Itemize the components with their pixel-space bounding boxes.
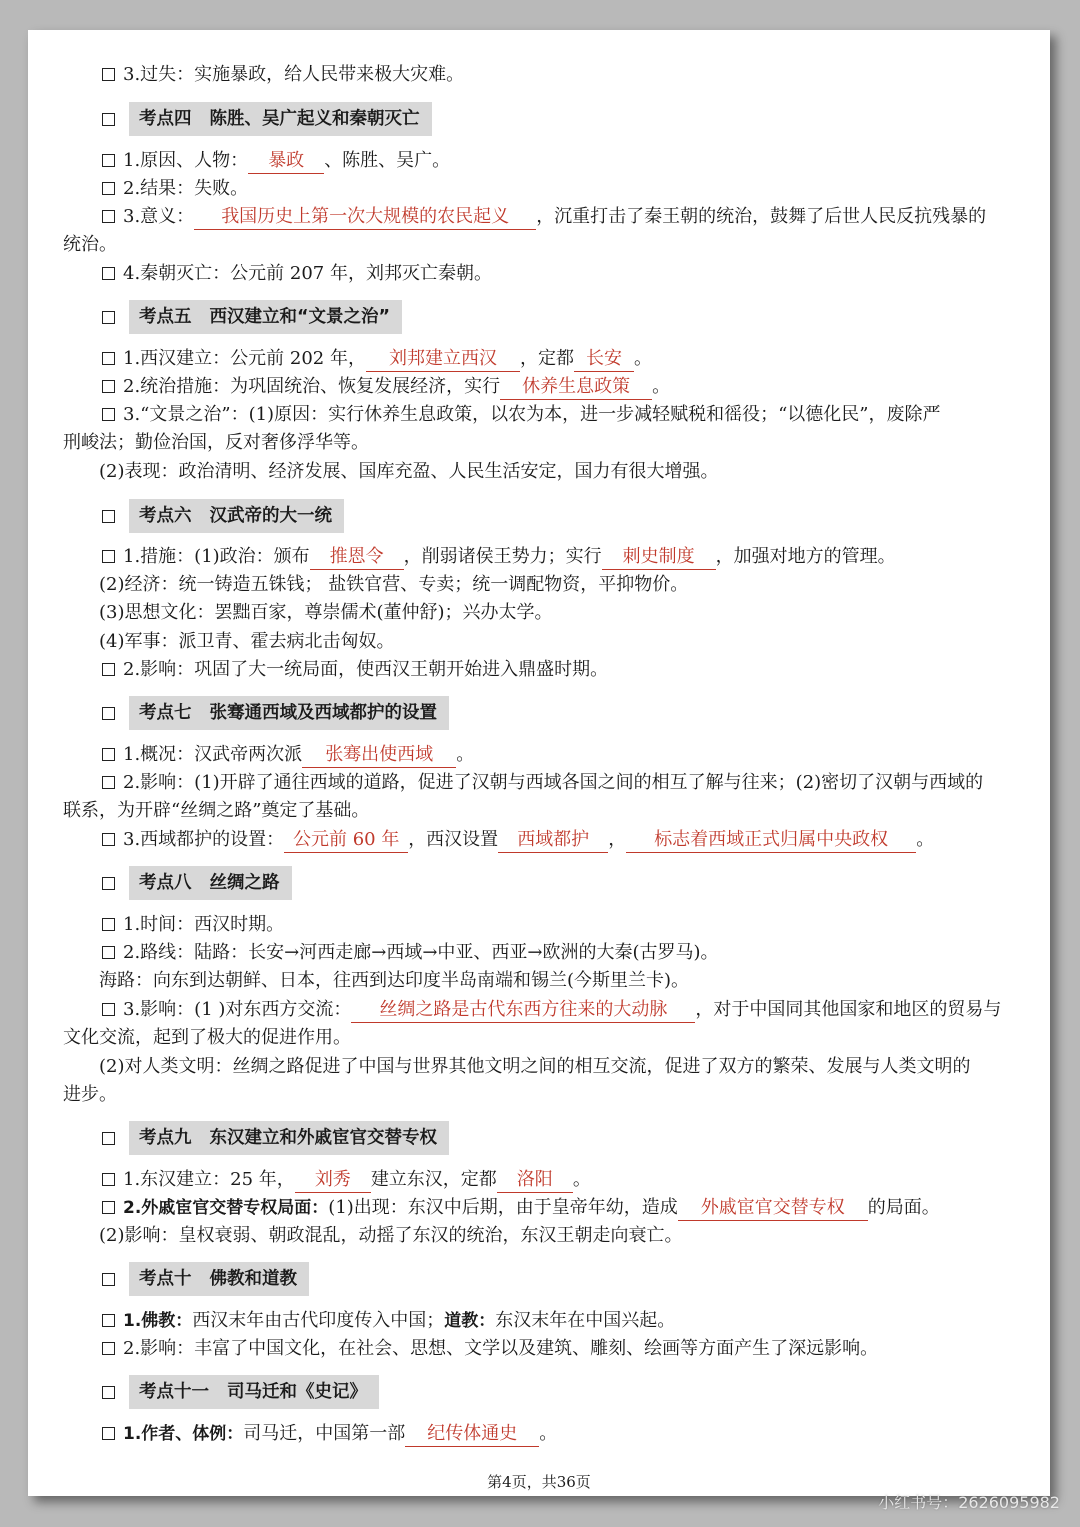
answer-blank: 张骞出使西域 [302,743,456,768]
section-header-4 [102,102,432,136]
continuation-line [28,797,1050,825]
section-title: 西汉建立和“文景之治” [209,307,391,327]
item-label: 1.佛教： [123,1311,193,1331]
section-title-box [129,102,432,136]
sub-item [28,571,1050,599]
list-item [28,1420,1050,1448]
section-title: 陈胜、吴广起义和秦朝灭亡 [209,109,420,129]
item-text: (2)对人类文明：丝绸之路促进了中国与世界其他文明之间的相互交流，促进了双方的繁荣、发展与人类文明的 [99,1056,971,1077]
answer-blank: 丝绸之路是古代东西方往来的大动脉 [351,998,695,1023]
item-text: 1.西汉建立：公元前 202 年， [123,348,366,369]
page-footer: 第4页，共36页 [487,1473,591,1491]
checkbox-icon[interactable] [102,1314,115,1327]
item-text: ，对于中国同其他国家和地区的贸易与 [695,999,1002,1020]
checkbox-icon[interactable] [102,1342,115,1355]
item-text: ，定都 [519,348,574,369]
section-title-box [129,696,449,730]
sub-item [28,628,1050,656]
answer-blank: 纪传体通史 [405,1422,539,1447]
section-header-7 [102,696,449,730]
list-item [28,401,1050,429]
answer-blank: 西域都护 [498,828,608,853]
section-title-box [129,300,402,334]
section-title-box [129,499,344,533]
answer-blank: 刘邦建立西汉 [366,347,520,372]
item-text: 。 [916,829,935,850]
item-text: 1.概况：汉武帝两次派 [123,744,303,765]
item-text: 1.东汉建立：25 年， [123,1169,295,1190]
item-text: 3.过失：实施暴政，给人民带来极大灾难。 [123,64,465,85]
continuation-line [28,1081,1050,1109]
item-text: 西汉末年由古代印度传入中国； [192,1310,445,1331]
continuation-line [28,1024,1050,1052]
checkbox-icon[interactable] [102,1386,115,1399]
section-title: 张骞通西域及西域都护的设置 [209,703,437,723]
checkbox-icon[interactable] [102,1273,115,1286]
watermark: 小红书号：2626095982 [878,1493,1060,1512]
section-number: 考点六 [139,506,192,526]
item-label: 1.作者、体例： [123,1424,244,1444]
section-header-11 [102,1375,379,1409]
checkbox-icon[interactable] [102,380,115,393]
section-number: 考点八 [139,873,192,893]
item-text: ， [608,829,627,850]
list-item [28,543,1050,571]
list-item [28,1307,1050,1335]
list-item [28,1194,1050,1222]
checkbox-icon[interactable] [102,352,115,365]
checkbox-icon[interactable] [102,408,115,421]
section-header-5 [102,300,402,334]
checkbox-icon[interactable] [102,267,115,280]
item-text: 1.原因、人物： [123,150,249,171]
answer-blank: 长安 [574,347,634,372]
checkbox-icon[interactable] [102,1427,115,1440]
checkbox-icon[interactable] [102,707,115,720]
answer-blank: 外戚宦官交替专权 [678,1196,868,1221]
section-title: 汉武帝的大一统 [209,506,332,526]
list-item [28,996,1050,1024]
checkbox-icon[interactable] [102,1173,115,1186]
list-item [28,1166,1050,1194]
item-text: 海路：向东到达朝鲜、日本，往西到达印度半岛南端和锡兰(今斯里兰卡)。 [99,970,690,991]
item-text: (1)出现：东汉中后期，由于皇帝年幼，造成 [328,1197,678,1218]
answer-blank: 休养生息政策 [500,375,652,400]
item-text: 2.结果：失败。 [123,178,249,199]
item-label: 道教： [444,1311,496,1331]
item-text: 2.影响：丰富了中国文化，在社会、思想、文学以及建筑、雕刻、绘画等方面产生了深远影响。 [123,1338,879,1359]
section-title-box [129,1375,379,1409]
item-text: (2)表现：政治清明、经济发展、国库充盈、人民生活安定，国力有很大增强。 [99,461,719,482]
section-title: 丝绸之路 [209,873,280,893]
list-item [28,741,1050,769]
item-text: 1.时间：西汉时期。 [123,914,285,935]
checkbox-icon[interactable] [102,833,115,846]
item-text: ，加强对地方的管理。 [715,546,896,567]
item-text: 统治。 [63,234,117,255]
answer-blank: 刺史制度 [602,545,716,570]
checkbox-icon[interactable] [102,748,115,761]
sub-item [28,599,1050,627]
item-text: 。 [572,1169,591,1190]
answer-blank: 刘秀 [295,1168,371,1193]
item-text: 文化交流，起到了极大的促进作用。 [63,1027,351,1048]
continuation-line [28,429,1050,457]
checkbox-icon[interactable] [102,154,115,167]
section-header-6 [102,499,344,533]
checkbox-icon[interactable] [102,776,115,789]
list-item [28,826,1050,854]
section-title-box [129,1121,449,1155]
answer-blank: 我国历史上第一次大规模的农民起义 [194,205,536,230]
list-item [28,345,1050,373]
item-text: 进步。 [63,1084,117,1105]
item-text: 4.秦朝灭亡：公元前 207 年，刘邦灭亡秦朝。 [123,263,492,284]
item-text: 3.影响：(1 )对东西方交流： [123,999,352,1020]
answer-blank: 标志着西域正式归属中央政权 [626,828,916,853]
checkbox-icon[interactable] [102,1003,115,1016]
item-text: 2.路线：陆路：长安→河西走廊→西域→中亚、西亚→欧洲的大秦(古罗马)。 [123,942,719,963]
checkbox-icon[interactable] [102,311,115,324]
item-text: 建立东汉，定都 [370,1169,497,1190]
item-text: (2)影响：皇权衰弱、朝政混乱，动摇了东汉的统治，东汉王朝走向衰亡。 [99,1225,683,1246]
section-title: 东汉建立和外戚宦官交替专权 [209,1128,437,1148]
item-text: 2.影响：巩固了大一统局面，使西汉王朝开始进入鼎盛时期。 [123,659,609,680]
checkbox-icon[interactable] [102,1201,115,1214]
answer-blank: 推恩令 [310,545,404,570]
checkbox-icon[interactable] [102,68,115,81]
section-number: 考点九 [139,1128,192,1148]
checkbox-icon[interactable] [102,210,115,223]
checkbox-icon[interactable] [102,918,115,931]
sub-item [28,458,1050,486]
item-text: 3.意义： [123,206,195,227]
item-text: 2.统治措施：为巩固统治、恢复发展经济，实行 [123,376,501,397]
item-text: 、陈胜、吴广。 [324,150,451,171]
list-item [28,373,1050,401]
item-text: 1.措施：(1)政治：颁布 [123,546,310,567]
list-item [28,769,1050,797]
list-item [28,203,1050,231]
list-item [28,61,1050,89]
item-text: 联系，为开辟“丝绸之路”奠定了基础。 [63,800,370,821]
sub-item [28,1222,1050,1250]
item-text: 。 [633,348,652,369]
list-item [28,175,1050,203]
checkbox-icon[interactable] [102,877,115,890]
item-text: (3)思想文化：罢黜百家，尊崇儒术(董仲舒)；兴办太学。 [99,602,553,623]
item-text: ，沉重打击了秦王朝的统治，鼓舞了后世人民反抗残暴的 [536,206,987,227]
item-text: 。 [456,744,475,765]
checkbox-icon[interactable] [102,113,115,126]
item-text: 3.西域都护的设置： [123,829,285,850]
list-item [28,1335,1050,1363]
sub-item [28,1053,1050,1081]
section-title: 司马迁和《史记》 [227,1382,367,1402]
checkbox-icon[interactable] [102,663,115,676]
checkbox-icon[interactable] [102,550,115,563]
sub-item [28,967,1050,995]
checkbox-icon[interactable] [102,510,115,523]
answer-blank: 洛阳 [497,1168,573,1193]
item-text: 2.影响：(1)开辟了通往西域的道路，促进了汉朝与西域各国之间的相互了解与往来；(2)密切了汉朝与西域的 [123,772,984,793]
item-text: ，西汉设置 [408,829,499,850]
section-number: 考点十 [139,1269,192,1289]
section-header-8 [102,866,292,900]
list-item [28,939,1050,967]
item-text: (4)军事：派卫青、霍去病北击匈奴。 [99,631,395,652]
item-text: 。 [539,1423,558,1444]
section-number: 考点七 [139,703,192,723]
item-text: 刑峻法；勤俭治国，反对奢侈浮华等。 [63,432,369,453]
list-item [28,656,1050,684]
item-text: 。 [652,376,671,397]
item-text: 3.“文景之治”：(1)原因：实行休养生息政策，以农为本，进一步减轻赋税和徭役；“以德化民”，废除严 [123,404,941,425]
document-page [28,30,1050,1496]
list-item [28,147,1050,175]
section-header-9 [102,1121,449,1155]
item-text: 的局面。 [867,1197,940,1218]
item-text: 司马迁，中国第一部 [243,1423,406,1444]
continuation-line [28,231,1050,259]
item-text: 东汉末年在中国兴起。 [495,1310,676,1331]
list-item [28,260,1050,288]
checkbox-icon[interactable] [102,1132,115,1145]
section-number: 考点五 [139,307,192,327]
answer-blank: 公元前 60 年 [284,828,408,853]
answer-blank: 暴政 [248,149,324,174]
section-title-box [129,1262,309,1296]
list-item [28,911,1050,939]
section-title-box [129,866,292,900]
item-text: ，削弱诸侯王势力；实行 [403,546,602,567]
section-title: 佛教和道教 [209,1269,297,1289]
section-number: 考点四 [139,109,192,129]
checkbox-icon[interactable] [102,946,115,959]
section-number: 考点十一 [139,1382,209,1402]
section-header-10 [102,1262,309,1296]
item-text: (2)经济：统一铸造五铢钱； 盐铁官营、专卖；统一调配物资，平抑物价。 [99,574,689,595]
item-label: 2.外戚宦官交替专权局面： [123,1198,329,1218]
checkbox-icon[interactable] [102,182,115,195]
